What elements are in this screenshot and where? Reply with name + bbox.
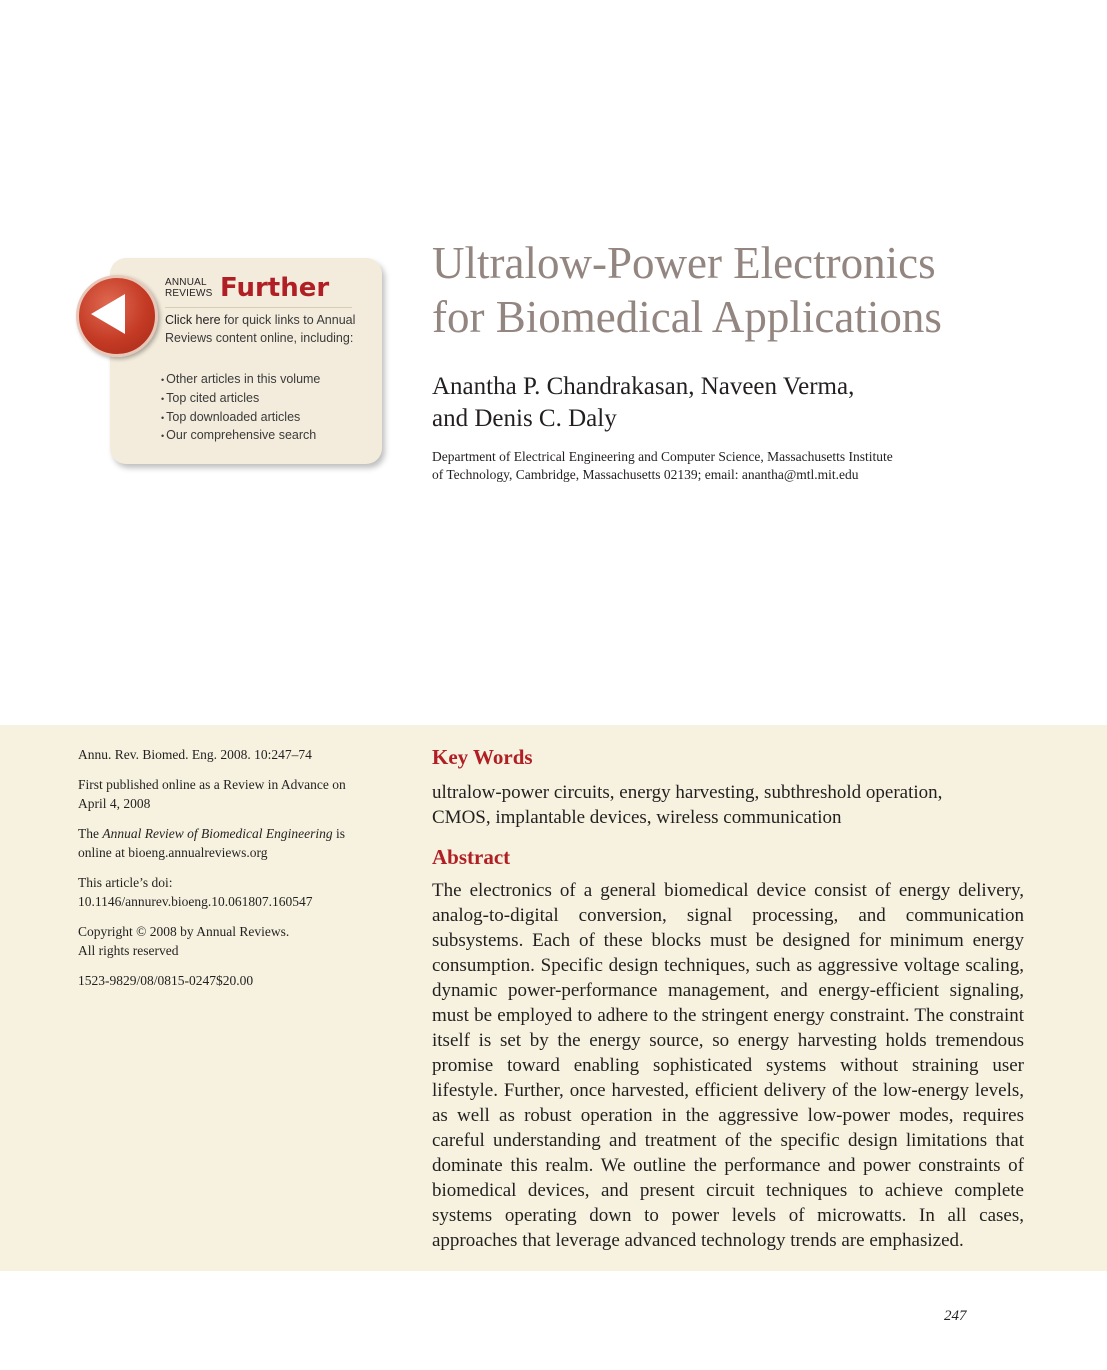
issn: 1523-9829/08/0815-0247$20.00 [78,973,254,988]
article-meta [78,745,398,1001]
copyright: Copyright © 2008 by Annual Reviews. All rights reserved [78,924,290,958]
keywords-heading: Key Words [432,745,533,769]
further-links [161,371,320,446]
first-published: First published online as a Review in Advance on April 4, 2008 [78,777,346,811]
affiliation: Department of Electrical Engineering and Computer Science, Massachusetts Institute of Technology, Cambridge, Massachusetts 02139; email: anantha@mtl.mit.edu [432,449,893,482]
article-title: Ultralow-Power Electronics for Biomedical Applications [432,238,942,342]
journal-online: The Annual Review of Biomedical Engineering is online at bioeng.annualreviews.org [78,826,345,860]
abstract-heading: Abstract [432,845,511,869]
annual-reviews-logo: ANNUAL REVIEWS [165,277,213,299]
keywords-text: ultralow-power circuits, energy harvesting, subthreshold operation, CMOS, implantable devices, wireless communication [432,782,943,828]
further-label: Further [220,273,330,303]
abstract-text: The electronics of a general biomedical device consist of energy delivery, analog-to-digital conversion, signal processing, and communication subsystems. Each of these blocks must be designed for minimum energy consumption. Specific design techniques, such as aggressive voltage scaling, dynamic power-performance management, and energy-efficient signaling, must be employed to adhere to the stringent energy constraint. The constraint itself is set by the energy source, so energy harvesting holds tremendous promise toward enabling sophisticated systems without straining user lifestyle. Further, once harvested, efficient delivery of the low-energy levels, as well as robust operation in the aggressive low-power modes, requires careful understanding and treatment of the specific design limitations that dominate this realm. We outline the performance and power constraints of biomedical devices, and present circuit techniques to achieve complete systems operating down to power levels of microwatts. In all cases, approaches that leverage advanced technology trends are emphasized. [432,880,1024,1251]
further-link-other-articles[interactable]: • Other articles in this volume [161,371,320,390]
further-link-top-cited[interactable]: • Top cited articles [161,390,320,409]
further-intro: Click here for quick links to Annual Reviews content online, including: [165,313,356,345]
authors: Anantha P. Chandrakasan, Naveen Verma, and Denis C. Daly [432,373,855,432]
citation: Annu. Rev. Biomed. Eng. 2008. 10:247–74 [78,747,312,762]
click-here-link[interactable]: Click here [165,313,221,327]
doi: This article’s doi: 10.1146/annurev.bioeng.10.061807.160547 [78,875,313,909]
back-arrow-icon[interactable] [76,275,158,357]
further-link-search[interactable]: • Our comprehensive search [161,427,320,446]
page-number: 247 [944,1308,967,1324]
further-divider [165,307,352,308]
further-link-top-downloaded[interactable]: • Top downloaded articles [161,409,320,428]
